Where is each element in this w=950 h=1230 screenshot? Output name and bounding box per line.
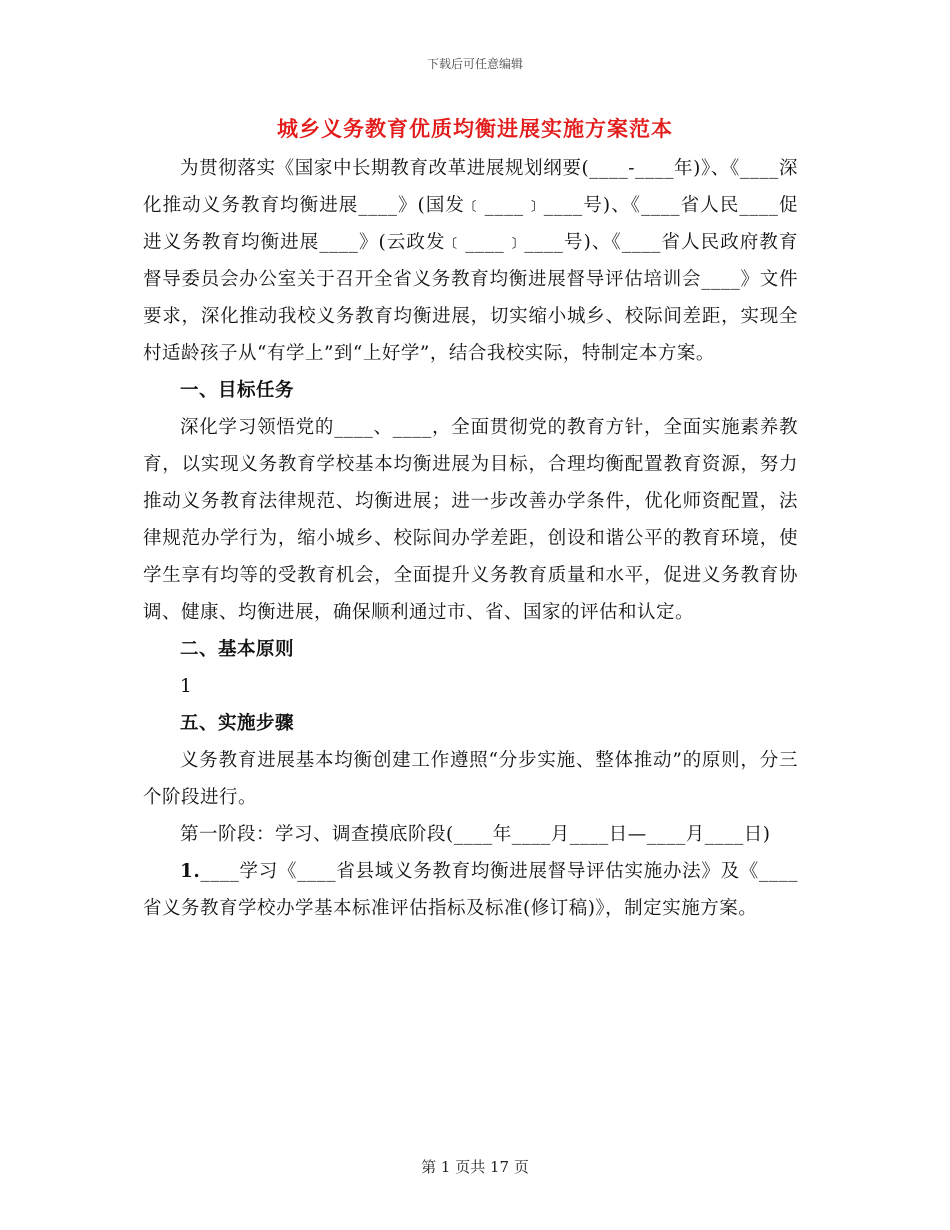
document-body xyxy=(143,150,798,927)
header-note: 下载后可任意编辑 xyxy=(426,57,523,71)
page-number: 第 1 页共 17 页 xyxy=(421,1158,529,1176)
document-title: 城乡义务教育优质均衡进展实施方案范本 xyxy=(277,117,673,141)
intro-paragraph: 为贯彻落实《国家中长期教育改革进展规划纲要(____-____年)》、《____深化推动义务教育均衡进展____》(国发﹝____﹞____号)、《____省人民____促进义务教育均衡进展____》(云政发﹝____﹞____号)、《____省人民政府教育督导委员会办公室关于召开全省义务教育均衡进展督导评估培训会____》文件要求，深化推动我校义务教育均衡进展，切实缩小城乡、校际间差距，实现全村适龄孩子从“有学上”到“上好学”，结合我校实际，特制定本方案。 xyxy=(143,158,798,364)
list-item xyxy=(143,853,798,927)
list-item-text: ____学习《____省县域义务教育均衡进展督导评估实施办法》及《____省义务教育学校办学基本标准评估指标及标准(修订稿)》，制定实施方案。 xyxy=(143,861,798,919)
section-heading-principles: 二、基本原则 xyxy=(180,639,295,660)
section-heading-goals: 一、目标任务 xyxy=(180,380,295,401)
stage-one-paragraph: 第一阶段：学习、调查摸底阶段(____年____月____日—____月____日) xyxy=(180,824,771,845)
steps-paragraph: 义务教育进展基本均衡创建工作遵照“分步实施、整体推动”的原则，分三个阶段进行。 xyxy=(143,750,798,808)
goals-paragraph: 深化学习领悟党的____、____，全面贯彻党的教育方针，全面实施素养教育，以实现义务教育学校基本均衡进展为目标，合理均衡配置教育资源，努力推动义务教育法律规范、均衡进展；进一步改善办学条件，优化师资配置，法律规范办学行为，缩小城乡、校际间办学差距，创设和谐公平的教育环境，使学生享有均等的受教育机会，全面提升义务教育质量和水平，促进义务教育协调、健康、均衡进展，确保顺利通过市、省、国家的评估和认定。 xyxy=(143,417,798,623)
principles-paragraph: 1 xyxy=(180,676,193,697)
section-heading-steps: 五、实施步骤 xyxy=(180,713,295,734)
list-item-number: 1. xyxy=(180,861,201,882)
